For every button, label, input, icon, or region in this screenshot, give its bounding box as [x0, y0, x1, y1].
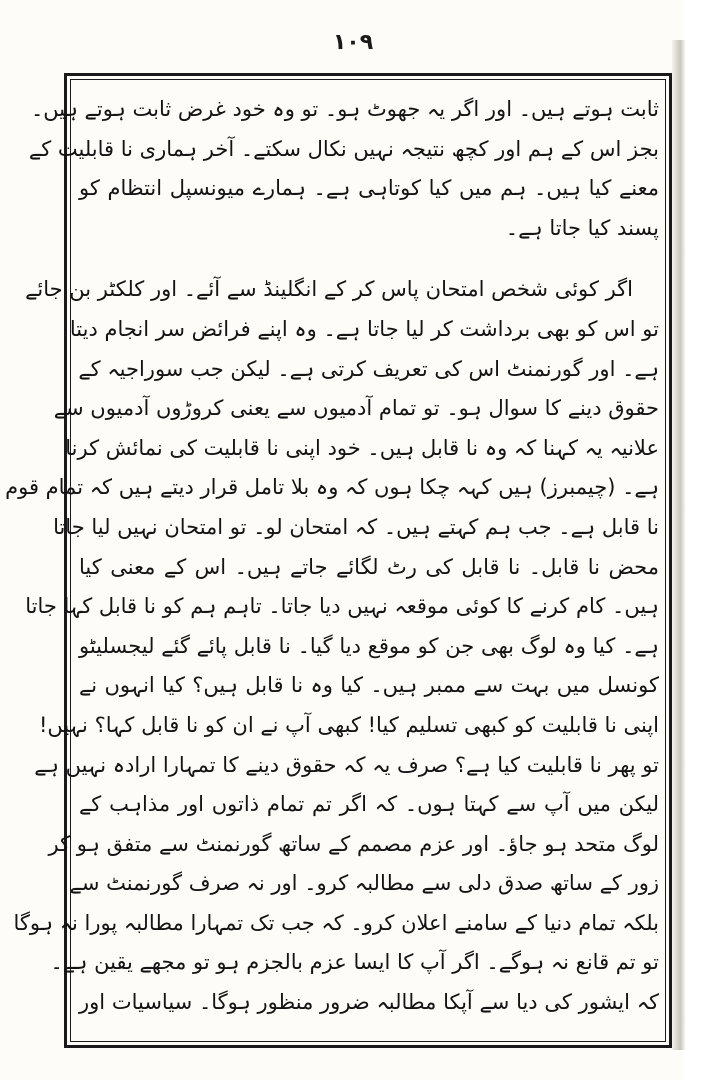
text-line: اگر کوئی شخص امتحان پاس کر کے انگلینڈ سے آئے۔ اور کلکٹر بن جائے — [25, 277, 633, 302]
text-line: ثابت ہوتے ہیں۔ اور اگر یہ جھوٹ ہو۔ تو وہ خود غرض ثابت ہوتے ہیں۔ — [30, 97, 659, 121]
text-line: ہیں۔ کام کرنے کا کوئی موقعہ نہیں دیا جاتا۔ تاہم ہم کو نا قابل کہا جاتا — [25, 594, 659, 619]
text-body — [5, 90, 659, 1035]
text-line: ہے۔ اور گورنمنٹ اس کی تعریف کرتی ہے۔ لیکن جب سوراجیہ کے — [78, 356, 659, 381]
text-line: تو تم قانع نہ ہوگے۔ اگر آپ کا ایسا عزم بالجزم ہو تو مجھے یقین ہے۔ — [50, 950, 659, 975]
paragraph-gap — [79, 248, 659, 270]
text-line: تو اس کو بھی برداشت کر لیا جاتا ہے۔ وہ اپنے فرائض سر انجام دیتا — [69, 316, 659, 341]
text-line: کہ ایشور کی دیا سے آپکا مطالبہ ضرور منظور ہوگا۔ سیاسیات اور — [79, 990, 659, 1015]
page-edge-shadow — [672, 40, 686, 1050]
text-line: پسند کیا جاتا ہے۔ — [505, 215, 659, 240]
text-line: لیکن میں آپ سے کہتا ہوں۔ کہ اگر تم تمام ذاتوں اور مذاہب کے — [79, 792, 659, 817]
page-number: ۱۰۹ — [332, 30, 374, 55]
text-line: محض نا قابل۔ نا قابل کی رٹ لگائے جاتے ہیں۔ اس کے معنی کیا — [79, 554, 659, 579]
text-line: بجز اس کے ہم اور کچھ نتیجہ نہیں نکال سکتے۔ آخر ہماری نا قابلیت کے — [28, 136, 659, 161]
text-line: لوگ متحد ہو جاؤ۔ اور عزم مصمم کے ساتھ گورنمنٹ سے متفق ہو کر — [48, 831, 659, 856]
text-line: علانیہ یہ کہنا کہ وہ نا قابل ہیں۔ خود اپنی نا قابلیت کی نمائش کرنا — [65, 435, 659, 460]
text-line: نا قابل ہے۔ جب ہم کہتے ہیں۔ کہ امتحان لو۔ تو امتحان نہیں لیا جاتا — [53, 514, 659, 539]
text-line: تو پھر نا قابلیت کیا ہے؟ صرف یہ کہ حقوق دینے کا تمہارا ارادہ نہیں ہے — [34, 752, 659, 777]
text-line: کونسل میں بہت سے ممبر ہیں۔ کیا وہ نا قابل ہیں؟ کیا انہوں نے — [79, 673, 659, 698]
text-line: بلکہ تمام دنیا کے سامنے اعلان کرو۔ کہ جب تک تمہارا مطالبہ پورا نہ ہوگا — [13, 910, 659, 935]
text-line: معنے کیا ہیں۔ ہم میں کیا کوتاہی ہے۔ ہمارے میونسپل انتظام کو — [79, 176, 659, 201]
text-line: ہے۔ (چیمبرز) ہیں کہہ چکا ہوں کہ وہ بلا تامل قرار دیتے ہیں کہ تمام قوم — [5, 475, 659, 500]
text-line: زور کے ساتھ صدق دلی سے مطالبہ کرو۔ اور نہ صرف گورنمنٹ سے — [69, 871, 659, 896]
text-line: اپنی نا قابلیت کو کبھی تسلیم کیا! کبھی آپ نے ان کو نا قابل کہا؟ نہیں! — [39, 712, 659, 737]
text-line: حقوق دینے کا سوال ہو۔ تو تمام آدمیوں سے یعنی کروڑوں آدمیوں سے — [53, 396, 659, 421]
text-line: ہے۔ کیا وہ لوگ بھی جن کو موقع دیا گیا۔ نا قابل پائے گئے لیجسلیٹو — [79, 633, 659, 658]
text-frame — [5, 73, 672, 1048]
